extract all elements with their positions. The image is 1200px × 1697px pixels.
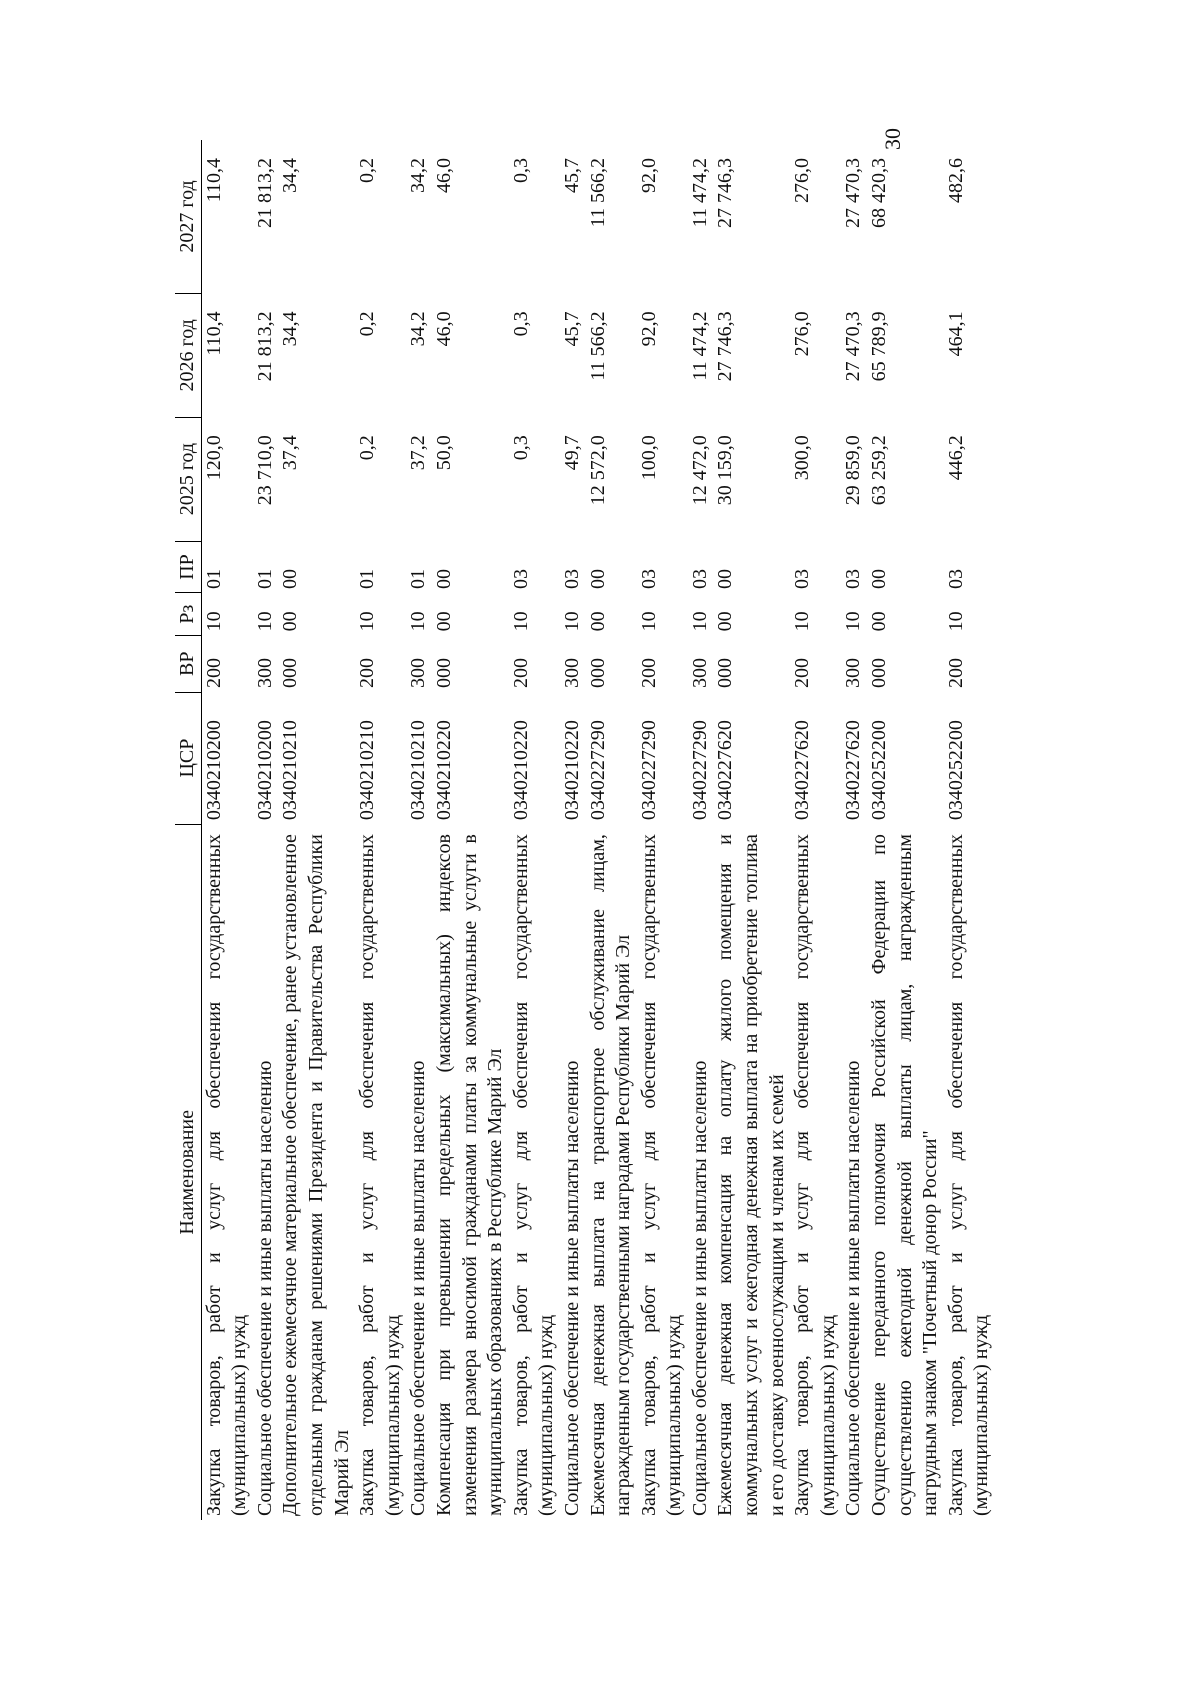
- table-row: [688, 140, 714, 1520]
- table-header: [175, 140, 201, 1520]
- row-value-2026: 27 470,3: [842, 311, 865, 382]
- row-value-2027: 0,3: [509, 158, 532, 183]
- row-value-2026: 0,2: [356, 311, 379, 337]
- table-row: [201, 140, 253, 1520]
- column-header-2026: 2026 год: [175, 293, 201, 417]
- row-rz: 00: [586, 611, 609, 632]
- row-pr: 03: [688, 568, 711, 589]
- table-row: [355, 140, 406, 1520]
- row-value-2027: 110,4: [202, 158, 225, 203]
- row-csr: 0340210210: [279, 720, 302, 821]
- row-value-2026: 27 746,3: [714, 311, 737, 382]
- row-value-2026: 21 813,2: [253, 311, 276, 382]
- budget-table: [175, 140, 995, 1520]
- row-value-2027: 34,4: [279, 158, 302, 193]
- row-name: Социальное обеспечение и иные выплаты населению: [560, 1060, 583, 1516]
- row-name: Социальное обеспечение и иные выплаты населению: [688, 1060, 711, 1516]
- row-vr: 300: [253, 658, 276, 689]
- row-pr: 03: [637, 568, 660, 589]
- row-pr: 03: [509, 568, 532, 589]
- column-header-rz: Рз: [175, 593, 201, 635]
- row-csr: 0340227620: [842, 720, 865, 821]
- row-value-2026: 0,3: [509, 311, 532, 337]
- table-row: [790, 140, 841, 1520]
- column-header-csr: ЦСР: [175, 692, 201, 824]
- row-value-2025: 50,0: [432, 435, 455, 471]
- row-pr: 00: [868, 568, 891, 589]
- row-csr: 0340210220: [432, 720, 455, 821]
- row-pr: 03: [842, 568, 865, 589]
- row-name: Закупка товаров, работ и услуг для обеспечения государственных (муниципальных) нужд: [637, 834, 686, 1516]
- row-name: Осуществление переданного полномочия Российской Федерации по осуществлению ежегодной денежной выплаты лицам, награжденным нагрудным знаком "Почетный донор России": [868, 834, 942, 1516]
- row-csr: 0340210220: [509, 720, 532, 821]
- row-vr: 300: [842, 658, 865, 689]
- column-header-name: Наименование: [175, 824, 201, 1520]
- row-vr: 300: [560, 658, 583, 689]
- row-value-2027: 11 566,2: [586, 158, 609, 228]
- page-number: 30: [880, 128, 905, 150]
- row-value-2027: 34,2: [407, 158, 430, 193]
- row-csr: 0340252200: [944, 720, 967, 821]
- row-rz: 10: [637, 611, 660, 632]
- row-pr: 01: [407, 568, 430, 589]
- row-value-2025: 37,2: [407, 435, 430, 471]
- row-name: Компенсация при превышении предельных (максимальных) индексов изменения размера вносимой гражданами платы за коммунальные услуги в муниципальных образованиях в Республике Марий Эл: [432, 834, 507, 1516]
- row-vr: 200: [356, 658, 379, 689]
- row-rz: 10: [842, 611, 865, 632]
- row-name: Социальное обеспечение и иные выплаты населению: [842, 1060, 865, 1516]
- row-value-2027: 21 813,2: [253, 158, 276, 228]
- row-value-2025: 30 159,0: [714, 435, 737, 506]
- row-value-2027: 0,2: [356, 158, 379, 183]
- row-name: Ежемесячная денежная выплата на транспортное обслуживание лицам, награжденным государственными наградами Республики Марий Эл: [586, 834, 635, 1516]
- row-rz: 10: [688, 611, 711, 632]
- row-rz: 10: [509, 611, 532, 632]
- row-value-2025: 23 710,0: [253, 435, 276, 506]
- row-csr: 0340210200: [253, 720, 276, 821]
- row-value-2025: 63 259,2: [868, 435, 891, 506]
- row-pr: 03: [560, 568, 583, 589]
- row-vr: 200: [791, 658, 814, 689]
- table-row: [713, 140, 790, 1520]
- table-body: [201, 140, 995, 1520]
- row-csr: 0340227290: [688, 720, 711, 821]
- row-vr: 000: [432, 658, 455, 689]
- row-value-2026: 45,7: [560, 311, 583, 347]
- row-csr: 0340210210: [407, 720, 430, 821]
- table-row: [867, 140, 944, 1520]
- row-vr: 000: [279, 658, 302, 689]
- row-rz: 00: [714, 611, 737, 632]
- row-pr: 00: [279, 568, 302, 589]
- row-value-2025: 300,0: [791, 435, 814, 481]
- row-name: Дополнительное ежемесячное материальное обеспечение, ранее установленное отдельным гражданам решениями Президента и Правительства Республики Марий Эл: [279, 834, 353, 1516]
- row-csr: 0340227290: [586, 720, 609, 821]
- row-csr: 0340227620: [791, 720, 814, 821]
- row-rz: 10: [356, 611, 379, 632]
- row-name: Закупка товаров, работ и услуг для обеспечения государственных (муниципальных) нужд: [356, 834, 404, 1516]
- row-name: Социальное обеспечение и иные выплаты населению: [253, 1060, 276, 1516]
- row-name: Закупка товаров, работ и услуг для обеспечения государственных (муниципальных) нужд: [202, 834, 251, 1516]
- row-value-2027: 92,0: [637, 158, 660, 193]
- row-value-2025: 37,4: [279, 435, 302, 471]
- row-value-2026: 464,1: [944, 311, 967, 357]
- row-pr: 03: [944, 568, 967, 589]
- row-value-2027: 68 420,3: [868, 158, 891, 228]
- table-row: [560, 140, 586, 1520]
- row-value-2027: 276,0: [791, 158, 814, 203]
- row-value-2026: 34,4: [279, 311, 302, 347]
- column-header-pr: ПР: [175, 541, 201, 593]
- row-value-2026: 11 474,2: [688, 311, 711, 381]
- row-value-2026: 34,2: [407, 311, 430, 347]
- row-vr: 200: [509, 658, 532, 689]
- row-value-2025: 29 859,0: [842, 435, 865, 506]
- table-row: [841, 140, 867, 1520]
- table-row: [509, 140, 560, 1520]
- row-rz: 10: [944, 611, 967, 632]
- row-value-2026: 92,0: [637, 311, 660, 347]
- row-value-2026: 276,0: [791, 311, 814, 357]
- row-rz: 10: [407, 611, 430, 632]
- row-value-2027: 46,0: [432, 158, 455, 193]
- row-value-2027: 27 470,3: [842, 158, 865, 228]
- row-value-2027: 45,7: [560, 158, 583, 193]
- row-value-2027: 482,6: [944, 158, 967, 203]
- row-name: Закупка товаров, работ и услуг для обеспечения государственных (муниципальных) нужд: [791, 834, 839, 1516]
- row-pr: 00: [432, 568, 455, 589]
- row-pr: 01: [253, 568, 276, 589]
- row-csr: 0340210200: [202, 720, 225, 821]
- row-rz: 00: [868, 611, 891, 632]
- row-value-2025: 446,2: [944, 435, 967, 481]
- row-vr: 000: [868, 658, 891, 689]
- table-row: [586, 140, 637, 1520]
- row-pr: 01: [356, 568, 379, 589]
- row-vr: 200: [202, 658, 225, 689]
- row-vr: 000: [586, 658, 609, 689]
- row-value-2026: 46,0: [432, 311, 455, 347]
- table-row: [637, 140, 688, 1520]
- row-pr: 01: [202, 568, 225, 589]
- table-row: [278, 140, 355, 1520]
- row-value-2027: 11 474,2: [688, 158, 711, 228]
- budget-table-sheet: [175, 140, 1187, 1520]
- row-csr: 0340252200: [868, 720, 891, 821]
- row-csr: 0340210210: [356, 720, 379, 821]
- row-value-2025: 49,7: [560, 435, 583, 471]
- row-value-2025: 0,3: [509, 435, 532, 461]
- table-row: [432, 140, 509, 1520]
- row-vr: 300: [688, 658, 711, 689]
- row-value-2025: 0,2: [356, 435, 379, 461]
- row-name: Закупка товаров, работ и услуг для обеспечения государственных (муниципальных) нужд: [509, 834, 558, 1516]
- column-header-2025: 2025 год: [175, 417, 201, 541]
- row-rz: 10: [202, 611, 225, 632]
- row-pr: 03: [791, 568, 814, 589]
- row-vr: 200: [637, 658, 660, 689]
- row-rz: 00: [432, 611, 455, 632]
- table-row: [944, 140, 995, 1520]
- row-value-2026: 11 566,2: [586, 311, 609, 381]
- row-rz: 10: [560, 611, 583, 632]
- table-row: [406, 140, 432, 1520]
- column-header-vr: ВР: [175, 635, 201, 692]
- table-row: [253, 140, 279, 1520]
- row-value-2025: 100,0: [637, 435, 660, 481]
- row-csr: 0340227620: [714, 720, 737, 821]
- row-csr: 0340227290: [637, 720, 660, 821]
- row-name: Социальное обеспечение и иные выплаты населению: [407, 1060, 430, 1516]
- row-value-2025: 12 572,0: [586, 435, 609, 506]
- row-value-2026: 65 789,9: [868, 311, 891, 382]
- row-name: Закупка товаров, работ и услуг для обеспечения государственных (муниципальных) нужд: [944, 834, 993, 1516]
- row-vr: 200: [944, 658, 967, 689]
- row-rz: 10: [253, 611, 276, 632]
- row-rz: 00: [279, 611, 302, 632]
- row-name: Ежемесячная денежная компенсация на оплату жилого помещения и коммунальных услуг и ежегодная денежная выплата на приобретение топлива и его доставку военнослужащим и членам их семей: [714, 834, 788, 1516]
- row-value-2025: 12 472,0: [688, 435, 711, 506]
- row-pr: 00: [586, 568, 609, 589]
- row-value-2025: 120,0: [202, 435, 225, 481]
- column-header-2027: 2027 год: [175, 140, 201, 293]
- row-vr: 000: [714, 658, 737, 689]
- row-value-2026: 110,4: [202, 311, 225, 356]
- row-vr: 300: [407, 658, 430, 689]
- row-rz: 10: [791, 611, 814, 632]
- row-value-2027: 27 746,3: [714, 158, 737, 228]
- row-csr: 0340210220: [560, 720, 583, 821]
- row-pr: 00: [714, 568, 737, 589]
